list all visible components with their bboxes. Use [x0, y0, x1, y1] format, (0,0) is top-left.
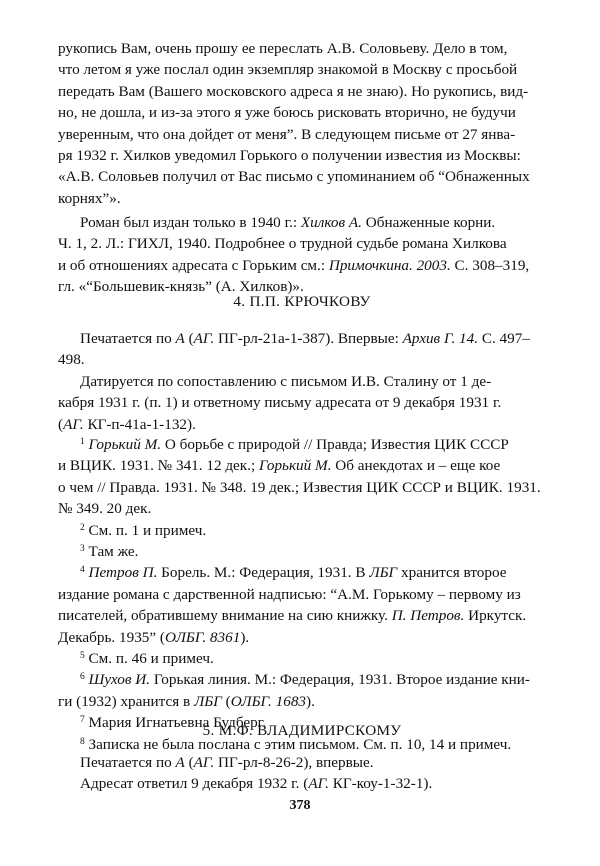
text-line: Адресат ответил 9 декабря 1932 г. (АГ. КГ-коу-1-32-1). — [80, 775, 433, 793]
text-line: но, не дошла, и из-за этого я уже боюсь рисковать вторично, не будучи — [58, 104, 516, 122]
text-line: издание романа с дарственной надписью: “А.М. Горькому – первому из — [58, 585, 521, 603]
text-line: Печатается по А (АГ. ПГ-рл-8-26-2), впервые. — [80, 754, 374, 771]
text-line: Датируется по сопоставлению с письмом И.В. Сталину от 1 де- — [80, 372, 492, 390]
section-heading-4: 4. П.П. КРЮЧКОВУ — [233, 293, 371, 310]
footnote-2: $^2$ См. п. 1 и примеч. — [80, 521, 207, 539]
footnote-6: $^6$ Шухов И. Горькая линия. М.: Федерация, 1931. Второе издание кни- — [80, 671, 530, 689]
text-line: гл. «“Большевик-князь” (А. Хилков)». — [58, 278, 304, 296]
text-line: уверенным, что она дойдет от меня”. В следующем письме от 27 янва- — [58, 125, 516, 143]
text-line: рукопись Вам, очень прошу ее переслать А.В. Соловьеву. Дело в том, — [58, 40, 508, 57]
continued-paragraph — [58, 38, 546, 209]
section-5-body — [58, 752, 546, 795]
text-line: ря 1932 г. Хилков уведомил Горького о получении известия из Москвы: — [58, 147, 521, 165]
text-line: Роман был издан только в 1940 г.: Хилков А. Обнаженные корни. — [80, 214, 496, 231]
footnote-7: $^7$ Мария Игнатьевна Будберг. — [80, 714, 266, 732]
section-4-body — [58, 328, 546, 435]
text-line: Печатается по А (АГ. ПГ-рл-21а-1-387). Впервые: Архив Г. 14. С. 497– — [80, 330, 530, 347]
text-line: о чем // Правда. 1931. № 348. 19 дек.; Известия ЦИК СССР и ВЦИК. 1931. — [58, 478, 541, 496]
text-line: и об отношениях адресата с Горьким см.: Примочкина. 2003. С. 308–319, — [58, 256, 530, 274]
footnote-8: $^8$ Записка не была послана с этим письмом. См. п. 10, 14 и примеч. — [80, 735, 512, 753]
footnote-3: $^3$ Там же. — [80, 543, 139, 561]
roman-paragraph — [58, 212, 546, 298]
text-line: (АГ. КГ-п-41а-1-132). — [58, 415, 196, 433]
footnote-1: $^1$ Горький М. О борьбе с природой // Правда; Известия ЦИК СССР — [80, 436, 509, 453]
text-line: Декабрь. 1935” (ОЛБГ. 8361). — [58, 628, 250, 646]
text-line: передать Вам (Вашего московского адреса я не знаю). Но рукопись, вид- — [58, 82, 529, 100]
text-line: корнях”». — [58, 189, 121, 207]
text-line: и ВЦИК. 1931. № 341. 12 дек.; Горький М. Об анекдотах и – еще кое — [58, 457, 501, 475]
footnotes — [58, 434, 546, 755]
text-line: ги (1932) хранится в ЛБГ (ОЛБГ. 1683). — [58, 692, 315, 710]
text-line: что летом я уже послал один экземпляр знакомой в Москву с просьбой — [58, 61, 518, 79]
section-heading-5: 5. М.Ф. ВЛАДИМИРСКОМУ — [202, 722, 402, 739]
footnote-5: $^5$ См. п. 46 и примеч. — [80, 650, 214, 668]
text-line: 498. — [58, 351, 85, 369]
text-line: писателей, обратившему внимание на сию книжку. П. Петров. Иркутск. — [58, 607, 527, 625]
footnote-4: $^4$ Петров П. Борель. М.: Федерация, 1931. В ЛБГ хранится второе — [80, 564, 507, 582]
text-line: «А.В. Соловьев получил от Вас письмо с упоминанием об “Обнаженных — [58, 168, 530, 186]
text-line: Ч. 1, 2. Л.: ГИХЛ, 1940. Подробнее о трудной судьбе романа Хилкова — [58, 235, 507, 253]
text-line: кабря 1931 г. (п. 1) и ответному письму адресата от 9 декабря 1931 г. — [58, 394, 502, 412]
text-line: № 349. 20 дек. — [58, 500, 152, 518]
page-number: 378 — [289, 798, 311, 813]
